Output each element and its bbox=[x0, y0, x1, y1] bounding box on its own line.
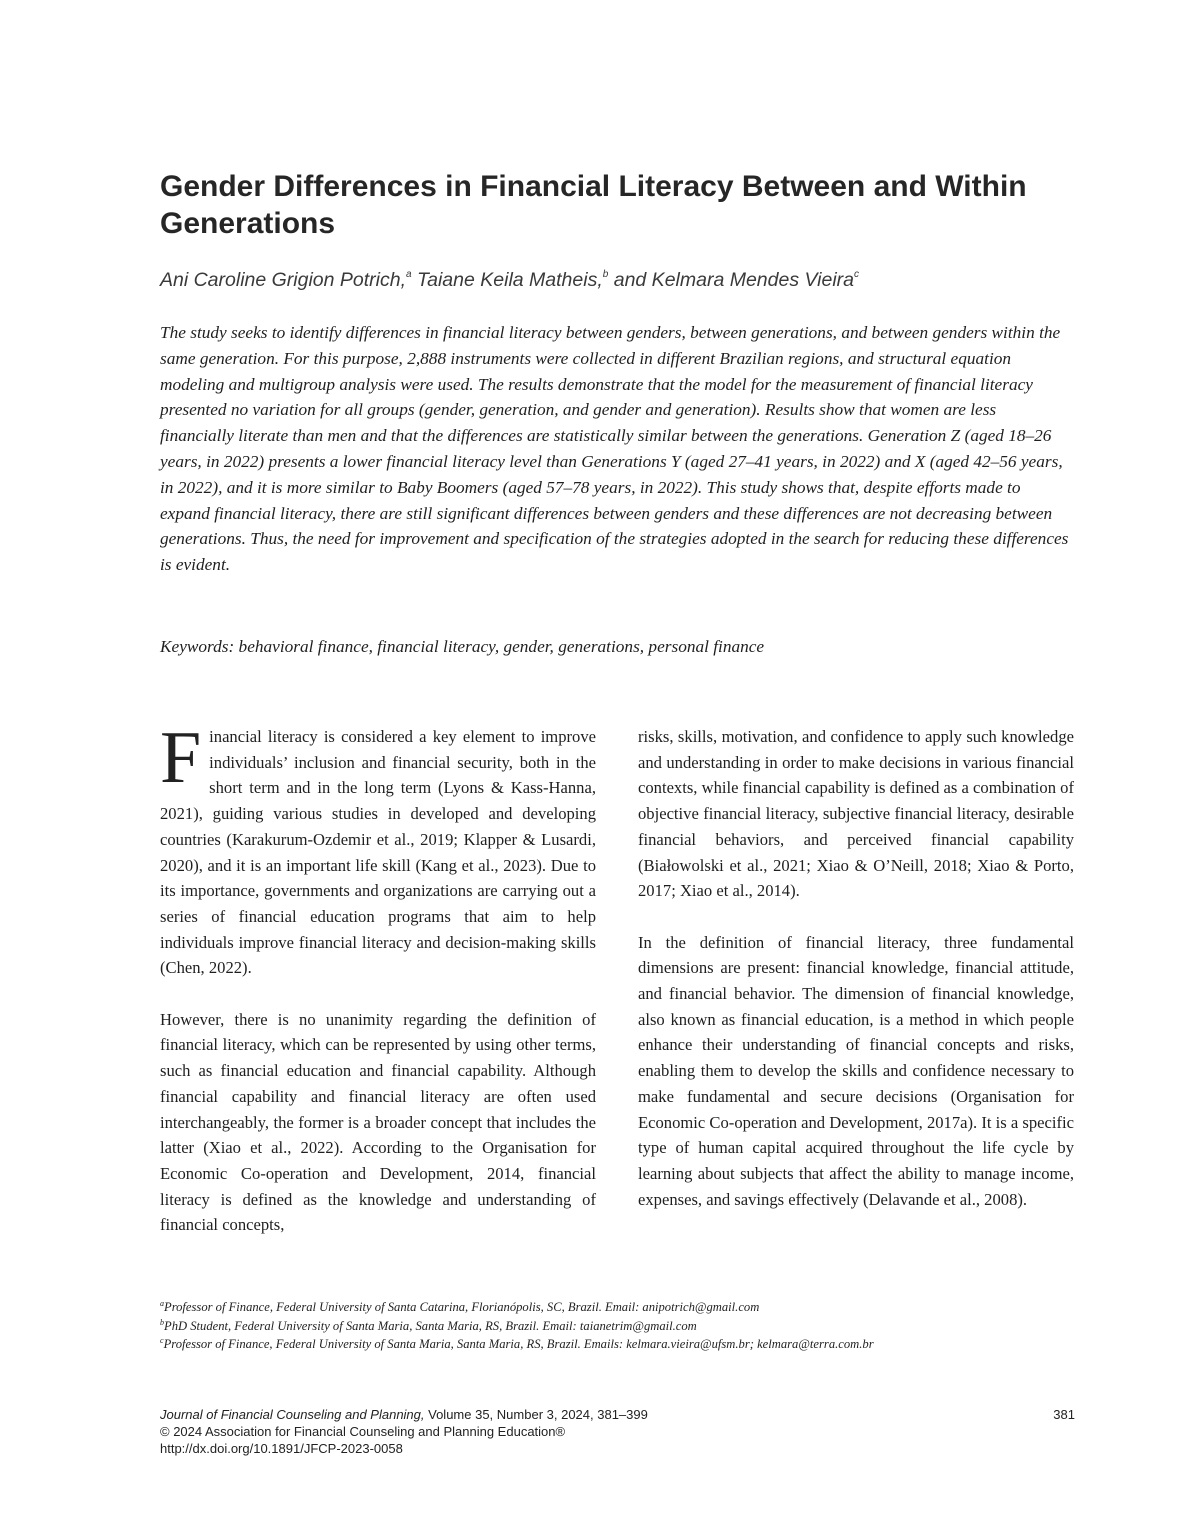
footnote bbox=[160, 1317, 1060, 1336]
copyright-notice: © 2024 Association for Financial Counseling and Planning Education® bbox=[160, 1424, 566, 1439]
body-column-right bbox=[638, 724, 1074, 1238]
citation-details: Volume 35, Number 3, 2024, 381–399 bbox=[424, 1407, 648, 1422]
footnote-text: PhD Student, Federal University of Santa Maria, Santa Maria, RS, Brazil. Email: taianetrim@gmail.com bbox=[164, 1318, 697, 1333]
author-name: Ani Caroline Grigion Potrich, bbox=[160, 269, 407, 291]
footnote bbox=[160, 1335, 1060, 1354]
footnote-mark: b bbox=[160, 1317, 164, 1327]
footnote bbox=[160, 1298, 1060, 1317]
affiliation-footnotes bbox=[160, 1298, 1060, 1354]
footnote-mark: a bbox=[160, 1299, 164, 1308]
affiliation-mark: c bbox=[854, 269, 860, 280]
journal-citation bbox=[160, 1406, 1075, 1423]
footnote-text: Professor of Finance, Federal University of Santa Catarina, Florianópolis, SC, Brazil. Email: anipotrich@gmail.com bbox=[164, 1300, 760, 1314]
journal-title: Journal of Financial Counseling and Planning, bbox=[160, 1407, 425, 1422]
abstract: The study seeks to identify differences in financial literacy between genders, between generations, and between genders within the same generation. For this purpose, 2,888 instruments were collected in different Brazilian regions, and structural equation modeling and multigroup analysis were used. The results demonstrate that the model for the measurement of financial literacy presented no variation for all groups (gender, generation, and gender and generation). Results show that women are less financially literate than men and that the differences are statistically similar between the generations. Generation Z (aged 18–26 years, in 2022) presents a lower financial literacy level than Generations Y (aged 27–41 years, in 2022) and X (aged 42–56 years, in 2022), and it is more similar to Baby Boomers (aged 57–78 years, in 2022). This study shows that, despite efforts made to expand financial literacy, there are still significant differences between genders and these differences are not decreasing between generations. Thus, the need for improvement and specification of the strategies adopted in the search for reducing these differences is evident. bbox=[160, 323, 1069, 575]
body-column-left bbox=[160, 717, 596, 1264]
page-footer bbox=[160, 1406, 1075, 1457]
drop-cap: F bbox=[160, 717, 202, 799]
author-name: and Kelmara Mendes Vieira bbox=[608, 269, 855, 291]
footnote-text: Professor of Finance, Federal University of Santa Maria, Santa Maria, RS, Brazil. Emails: kelmara.vieira@ufsm.br; kelmara@terra.com.br bbox=[163, 1337, 874, 1351]
article-title: Gender Differences in Financial Literacy Between and Within Generations bbox=[160, 170, 1027, 240]
footnote-mark: c bbox=[160, 1336, 164, 1345]
body-paragraph: In the definition of financial literacy, three fundamental dimensions are present: financial knowledge, financial attitude, and financial behavior. The dimension of financial knowledge, also known as financial education, is a method in which people enhance their understanding of financial concepts and risks, enabling them to develop the skills and confidence necessary to make fundamental and secure decisions (Organisation for Economic Co-operation and Development, 2017a). It is a specific type of human capital acquired throughout the life cycle by learning about subjects that affect the ability to manage income, expenses, and savings effectively (Delavande et al., 2008). bbox=[638, 932, 1074, 1209]
body-paragraph: However, there is no unanimity regarding the definition of financial literacy, which can be represented by using other terms, such as financial education and financial capability. Although financial capability and financial literacy are often used interchangeably, the former is a broader concept that includes the latter (Xiao et al., 2022). According to the Organisation for Economic Co-operation and Development, 2014, financial literacy is defined as the knowledge and understanding of financial concepts, bbox=[160, 1009, 596, 1235]
body-paragraph bbox=[160, 717, 596, 981]
author-list bbox=[160, 267, 1080, 293]
doi-link[interactable]: http://dx.doi.org/10.1891/JFCP-2023-0058 bbox=[160, 1441, 403, 1456]
author-name: Taiane Keila Matheis, bbox=[411, 269, 603, 291]
keywords: Keywords: behavioral finance, financial literacy, gender, generations, personal finance bbox=[160, 637, 765, 656]
affiliation-mark: a bbox=[406, 269, 412, 280]
body-paragraph: risks, skills, motivation, and confidence to apply such knowledge and understanding in order to make decisions in various financial contexts, while financial capability is defined as a combination of objective financial literacy, subjective financial literacy, desirable financial behaviors, and perceived financial capability (Białowolski et al., 2021; Xiao & O’Neill, 2018; Xiao & Porto, 2017; Xiao et al., 2014). bbox=[638, 727, 1074, 901]
affiliation-mark: b bbox=[602, 269, 609, 280]
page-number: 381 bbox=[1053, 1407, 1075, 1422]
paragraph-text: inancial literacy is considered a key element to improve individuals’ inclusion and financial security, both in the short term and in the long term (Lyons & Kass‐Hanna, 2021), guiding various studies in developed and developing countries (Karakurum-Ozdemir et al., 2019; Klapper & Lusardi, 2020), and it is an important life skill (Kang et al., 2023). Due to its importance, governments and organizations are carrying out a series of financial education programs that aim to help individuals improve financial literacy and decision-making skills (Chen, 2022). bbox=[160, 727, 596, 978]
